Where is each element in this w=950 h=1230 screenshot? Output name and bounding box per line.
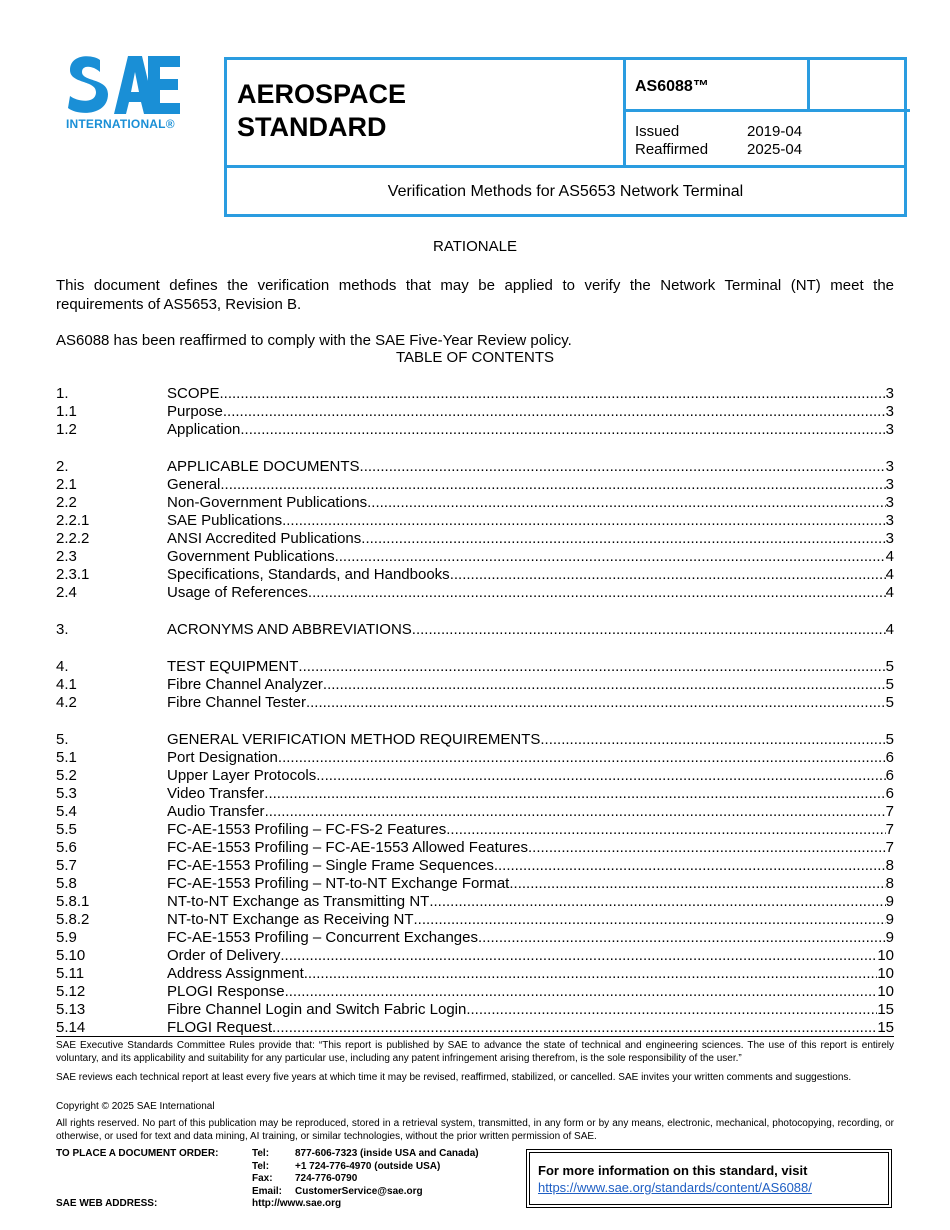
toc-entry-number: 5.8.1 [56,893,90,910]
toc-entry[interactable] [56,767,894,785]
toc-entry-number: 2.3 [56,548,77,565]
toc-entry-title: TEST EQUIPMENT [167,658,299,675]
toc-entry-title: SAE Publications [167,512,283,529]
toc-entry-title: Fibre Channel Tester [167,694,306,711]
toc-entry-number: 2.2.1 [56,512,90,529]
toc-entry-page: 3 [885,458,894,475]
toc-entry-title: Application [167,421,241,438]
document-type [237,78,406,144]
toc-entry-number: 5.9 [56,929,77,946]
toc-entry[interactable] [56,621,894,639]
divider [807,60,810,109]
toc-entry-number: 5.12 [56,983,86,1000]
tel-label: Tel: [252,1148,270,1159]
toc-entry-page: 3 [885,476,894,493]
toc-leader-dots [223,403,886,421]
toc-entry-title: Government Publications [167,548,335,565]
toc-entry-page: 5 [885,694,894,711]
toc-entry-page: 3 [885,512,894,529]
toc-leader-dots [323,676,886,694]
toc-entry[interactable] [56,839,894,857]
email-link[interactable]: CustomerService@sae.org [295,1185,423,1197]
toc-entry-number: 4. [56,658,69,675]
sae-logo-mark-icon [66,54,182,116]
toc-entry-page: 9 [885,893,894,910]
toc-entry-page: 15 [877,1001,894,1018]
more-info-box [526,1149,892,1208]
tel-value: +1 724-776-4970 (outside USA) [295,1160,441,1172]
toc-entry[interactable] [56,385,894,403]
toc-entry-title: Upper Layer Protocols [167,767,317,784]
toc-entry[interactable] [56,929,894,947]
toc-entry-page: 3 [885,421,894,438]
toc-leader-dots [413,911,885,929]
tel-label: Tel: [252,1160,270,1172]
reaffirmed-value: 2025-04 [747,141,803,158]
issue-dates [635,123,802,159]
toc-entry-page: 8 [885,875,894,892]
toc-entry[interactable] [56,749,894,767]
toc-entry[interactable] [56,694,894,712]
toc-entry-title: Fibre Channel Analyzer [167,676,323,693]
toc-entry-number: 3. [56,621,69,638]
toc-entry-page: 5 [885,658,894,675]
toc-entry-number: 5.13 [56,1001,86,1018]
toc-entry-title: Purpose [167,403,223,420]
toc-entry-title: FC-AE-1553 Profiling – FC-FS-2 Features [167,821,447,838]
toc-entry-page: 10 [877,983,894,1000]
reaffirmed-label: Reaffirmed [635,141,709,158]
toc-entry-title: Usage of References [167,584,308,601]
toc-entry-title: ACRONYMS AND ABBREVIATIONS [167,621,412,638]
review-policy-text: SAE reviews each technical report at least every five years at which time it may be revised, reaffirmed, stabilized, or cancelled. SAE invites your written comments and suggestions. [56,1072,852,1083]
toc-entry-title: FLOGI Request [167,1019,273,1036]
toc-entry-number: 1.2 [56,421,77,438]
toc-entry-page: 15 [877,1019,894,1036]
toc-entry-number: 5.2 [56,767,77,784]
toc-entry-page: 10 [877,965,894,982]
order-label: TO PLACE A DOCUMENT ORDER: [56,1148,219,1159]
toc-entry[interactable] [56,566,894,584]
toc-leader-dots [285,983,878,1001]
toc-entry[interactable] [56,1001,894,1019]
toc-entry-page: 3 [885,403,894,420]
toc-entry-number: 4.2 [56,694,77,711]
toc-leader-dots [478,929,886,947]
toc-entry-page: 5 [885,676,894,693]
toc-entry[interactable] [56,458,894,476]
toc-entry-title: FC-AE-1553 Profiling – Single Frame Sequences [167,857,494,874]
toc-entry-title: Address Assignment [167,965,304,982]
toc-entry[interactable] [56,476,894,494]
toc-entry[interactable] [56,893,894,911]
toc-entry-title: FC-AE-1553 Profiling – FC-AE-1553 Allowed Features [167,839,528,856]
toc-entry-number: 2.1 [56,476,77,493]
toc-entry-number: 2.2.2 [56,530,90,547]
rationale-heading: RATIONALE [433,238,517,255]
toc-leader-dots [540,731,885,749]
toc-leader-dots [240,421,885,439]
toc-entry-title: GENERAL VERIFICATION METHOD REQUIREMENTS [167,731,541,748]
toc-leader-dots [316,767,885,785]
toc-leader-dots [298,658,885,676]
toc-entry-number: 5.5 [56,821,77,838]
tel-value: 877-606-7323 (inside USA and Canada) [295,1148,479,1159]
issued-label: Issued [635,123,680,140]
toc-entry-page: 4 [885,548,894,565]
toc-leader-dots [509,875,885,893]
toc-entry[interactable] [56,403,894,421]
toc-entry-page: 5 [885,731,894,748]
toc-entry-number: 5.3 [56,785,77,802]
toc-entry-number: 2.2 [56,494,77,511]
toc-entry-number: 5.1 [56,749,77,766]
toc-entry-page: 6 [885,749,894,766]
toc-entry[interactable] [56,857,894,875]
toc-leader-dots [494,857,886,875]
toc-entry-number: 5.14 [56,1019,86,1036]
toc-entry-title: PLOGI Response [167,983,285,1000]
toc-heading: TABLE OF CONTENTS [395,349,555,366]
table-of-contents [56,385,894,1037]
toc-entry-number: 5. [56,731,69,748]
toc-entry-number: 2. [56,458,69,475]
toc-leader-dots [304,965,878,983]
reaffirmation-note: AS6088 has been reaffirmed to comply with the SAE Five-Year Review policy. [56,332,572,349]
toc-entry[interactable] [56,512,894,530]
toc-entry-number: 1.1 [56,403,77,420]
toc-entry-number: 5.7 [56,857,77,874]
toc-entry-number: 2.3.1 [56,566,90,583]
toc-leader-dots [308,584,886,602]
committee-rules-text: SAE Executive Standards Committee Rules provide that: “This report is published by SAE to advance the state of technical and engineering sciences. The use of this report is entirely voluntary, and its applicability and suitability for any particular use, including any patent infringement arising therefrom, is the sole responsibility of the user.” [56,1040,894,1064]
toc-entry-title: Video Transfer [167,785,265,802]
toc-entry-number: 5.10 [56,947,86,964]
more-info-title: For more information on this standard, visit [538,1163,808,1178]
toc-entry-page: 9 [885,911,894,928]
toc-entry-number: 5.11 [56,965,85,982]
web-address-link[interactable]: http://www.sae.org [252,1198,342,1209]
toc-entry[interactable] [56,821,894,839]
toc-leader-dots [466,1001,877,1019]
toc-entry-title: Fibre Channel Login and Switch Fabric Login [167,1001,467,1018]
rights-text: All rights reserved. No part of this publication may be reproduced, stored in a retrieval system, transmitted, in any form or by any means, electronic, mechanical, photocopying, recording, or otherwise, or used for text and data mining, AI training, or similar technologies, without the prior written permission of SAE. [56,1118,894,1142]
toc-entry-title: NT-to-NT Exchange as Transmitting NT [167,893,430,910]
fax-label: Fax: [252,1173,273,1184]
toc-leader-dots [361,530,885,548]
toc-entry[interactable] [56,803,894,821]
issued-value: 2019-04 [747,123,803,140]
copyright: Copyright © 2025 SAE International [56,1101,215,1112]
toc-leader-dots [412,621,886,639]
toc-entry-title: Order of Delivery [167,947,281,964]
toc-leader-dots [272,1019,877,1037]
toc-entry-title: General [167,476,221,493]
document-type-line-2: STANDARD [237,112,387,142]
toc-entry-page: 4 [885,621,894,638]
toc-leader-dots [446,821,885,839]
toc-entry-number: 4.1 [56,676,77,693]
toc-entry[interactable] [56,530,894,548]
toc-leader-dots [280,947,877,965]
toc-entry-number: 5.4 [56,803,77,820]
toc-entry[interactable] [56,1019,894,1037]
toc-entry-title: NT-to-NT Exchange as Receiving NT [167,911,414,928]
footer-divider [56,1036,894,1037]
toc-entry-page: 4 [885,566,894,583]
toc-leader-dots [220,476,885,494]
toc-entry-page: 3 [885,530,894,547]
standard-url-link[interactable]: https://www.sae.org/standards/content/AS6088/ [538,1180,812,1195]
toc-leader-dots [278,749,886,767]
toc-entry[interactable] [56,658,894,676]
toc-entry-page: 10 [877,947,894,964]
toc-entry-title: Specifications, Standards, and Handbooks [167,566,450,583]
logo-subtitle: INTERNATIONAL® [66,117,175,131]
toc-entry[interactable] [56,875,894,893]
toc-entry[interactable] [56,494,894,512]
toc-entry-number: 2.4 [56,584,77,601]
toc-entry-title: Audio Transfer [167,803,265,820]
divider [623,109,910,112]
rationale-paragraph: This document defines the verification methods that may be applied to verify the Network Terminal (NT) meet the requirements of AS5653, Revision B. [56,277,894,313]
toc-entry-page: 4 [885,584,894,601]
toc-entry[interactable] [56,676,894,694]
toc-entry-page: 8 [885,857,894,874]
fax-value: 724-776-0790 [295,1173,358,1184]
toc-entry-number: 5.8.2 [56,911,90,928]
divider [227,165,904,168]
web-address-label: SAE WEB ADDRESS: [56,1198,158,1209]
toc-entry-page: 7 [885,821,894,838]
toc-entry[interactable] [56,731,894,749]
toc-leader-dots [265,803,886,821]
toc-entry-number: 5.8 [56,875,77,892]
toc-leader-dots [360,458,886,476]
toc-leader-dots [528,839,886,857]
toc-entry-page: 7 [885,803,894,820]
toc-entry-page: 6 [885,785,894,802]
toc-entry[interactable] [56,983,894,1001]
toc-entry[interactable] [56,947,894,965]
toc-entry[interactable] [56,548,894,566]
toc-entry-number: 1. [56,385,69,402]
toc-entry-page: 6 [885,767,894,784]
email-label: Email: [252,1185,283,1197]
toc-entry-title: SCOPE [167,385,220,402]
toc-leader-dots [220,385,886,403]
header-box [224,57,907,217]
toc-entry-page: 9 [885,929,894,946]
toc-leader-dots [450,566,886,584]
toc-entry-page: 3 [885,494,894,511]
toc-leader-dots [335,548,886,566]
toc-entry[interactable] [56,785,894,803]
toc-entry[interactable] [56,911,894,929]
toc-entry[interactable] [56,421,894,439]
toc-entry-page: 7 [885,839,894,856]
toc-entry[interactable] [56,965,894,983]
toc-entry-title: Non-Government Publications [167,494,368,511]
toc-entry-number: 5.6 [56,839,77,856]
toc-leader-dots [306,694,886,712]
contact-block [252,1148,479,1211]
toc-entry-title: ANSI Accredited Publications [167,530,362,547]
toc-entry-page: 3 [885,385,894,402]
document-type-line-1: AEROSPACE [237,79,407,109]
toc-entry[interactable] [56,584,894,602]
divider [623,60,626,167]
document-title: Verification Methods for AS5653 Network Terminal [387,183,744,200]
toc-entry-title: Port Designation [167,749,278,766]
document-number: AS6088™ [635,78,709,95]
toc-leader-dots [429,893,885,911]
toc-entry-title: FC-AE-1553 Profiling – Concurrent Exchanges [167,929,478,946]
toc-entry-title: FC-AE-1553 Profiling – NT-to-NT Exchange Format [167,875,510,892]
toc-entry-title: APPLICABLE DOCUMENTS [167,458,360,475]
toc-leader-dots [264,785,885,803]
toc-leader-dots [367,494,886,512]
toc-leader-dots [282,512,886,530]
